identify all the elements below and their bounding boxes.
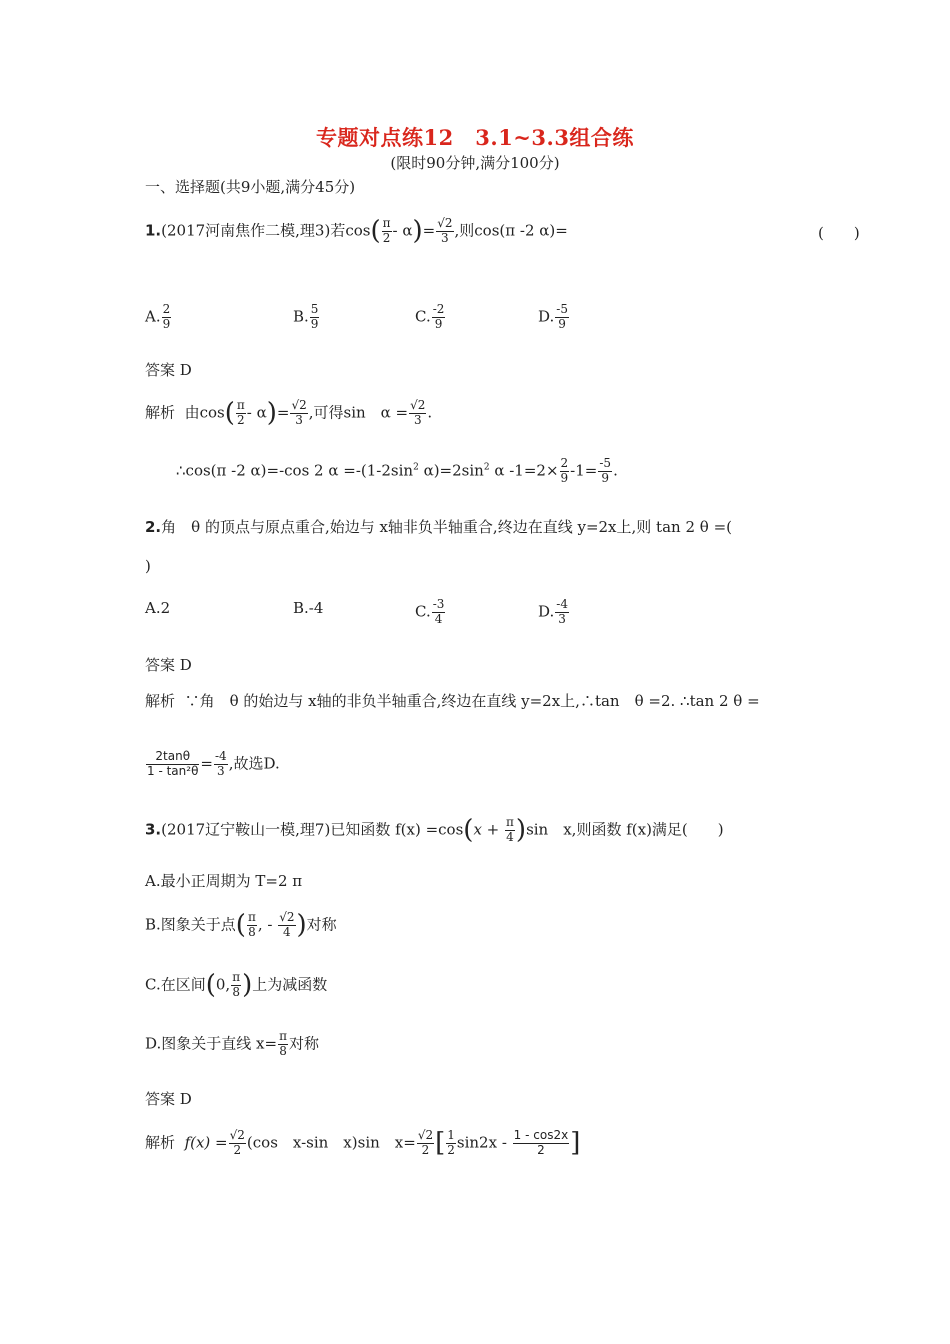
option-a: A. $\frac{2}{9}$ (145, 302, 171, 331)
section-heading: 一、选择题(共9小题,满分45分) (145, 178, 356, 196)
question-2-close: ) (145, 557, 151, 575)
question-3: 3.(2017辽宁鞍山一模,理7)已知函数 f(x) =cos(x + $\frac{\pi}{4}$ )sin x,则函数 f(x)满足( ) (145, 815, 724, 845)
option-a: A.最小正周期为 T=2 π (145, 872, 303, 890)
option-b: B.-4 (293, 599, 324, 617)
option-c: C. $\frac{-2}{9}$ (415, 302, 445, 331)
question-number: 2. (145, 518, 162, 536)
option-d: D. $\frac{-4}{3}$ (538, 597, 568, 626)
analysis-2: 解析 ∵角 θ 的始边与 x轴的非负半轴重合,终边在直线 y=2x上,∴tan θ =2. ∴tan 2 θ = (145, 692, 760, 710)
question-1: 1.(2017河南焦作二模,理3)若cos( $\frac{\pi}{2}$ - α)= $\frac{√2}{3}$ ,则cos(π -2 α)= (145, 216, 568, 246)
question-number: 3. (145, 820, 162, 839)
question-number: 1. (145, 221, 162, 240)
option-c: C.在区间(0, $\frac{\pi}{8}$ )上为减函数 (145, 970, 328, 1000)
analysis-2-line-2: $\frac{2\tan\theta}{\text{1 - tan²θ}}$ = $\frac{-4}{3}$ ,故选D. (147, 749, 280, 778)
fraction: $\frac{\pi}{2}$ (382, 216, 391, 246)
analysis-1-line-2: ∴cos(π -2 α)=-cos 2 $\alpha =-(1-2\sin^2$ $\alpha)=2\sin^2$ α -1=2× $\frac{2}{9}$ -1= $\frac{-5}{9}$ . (176, 456, 618, 485)
analysis-3: 解析 f(x) = $\frac{√2}{2}$ (cos x-sin x)sin x= $\frac{√2}{2}$ [ $\frac{1}{2}$ sin2x - $\frac{1 - \cos 2x}{2}$ ] (145, 1128, 581, 1158)
fraction: $\frac{√2}{3}$ (437, 216, 453, 246)
option-b: B.图象关于点( $\frac{\pi}{8}$ , - $\frac{√2}{4}$ )对称 (145, 910, 337, 940)
page-title: 专题对点练12 3.1~3.3组合练 (316, 125, 634, 150)
option-c: C. $\frac{-3}{4}$ (415, 597, 445, 626)
answer-1: 答案 D (145, 361, 192, 379)
option-d: D.图象关于直线 x= $\frac{\pi}{8}$ 对称 (145, 1029, 319, 1058)
option-a: A.2 (145, 599, 171, 617)
option-d: D. $\frac{-5}{9}$ (538, 302, 568, 331)
page-subtitle: (限时90分钟,满分100分) (390, 154, 560, 172)
analysis-1: 解析 由cos( $\frac{\pi}{2}$ - α)= $\frac{√2}{3}$ ,可得sin α = $\frac{√2}{3}$ . (145, 398, 433, 428)
answer-3: 答案 D (145, 1090, 192, 1108)
option-b: B. $\frac{5}{9}$ (293, 302, 319, 331)
question-2: 2.角 θ 的顶点与原点重合,始边与 x轴非负半轴重合,终边在直线 y=2x上,则 tan 2 θ =( (145, 518, 732, 536)
answer-2: 答案 D (145, 656, 192, 674)
answer-blank: ( ) (818, 224, 860, 242)
